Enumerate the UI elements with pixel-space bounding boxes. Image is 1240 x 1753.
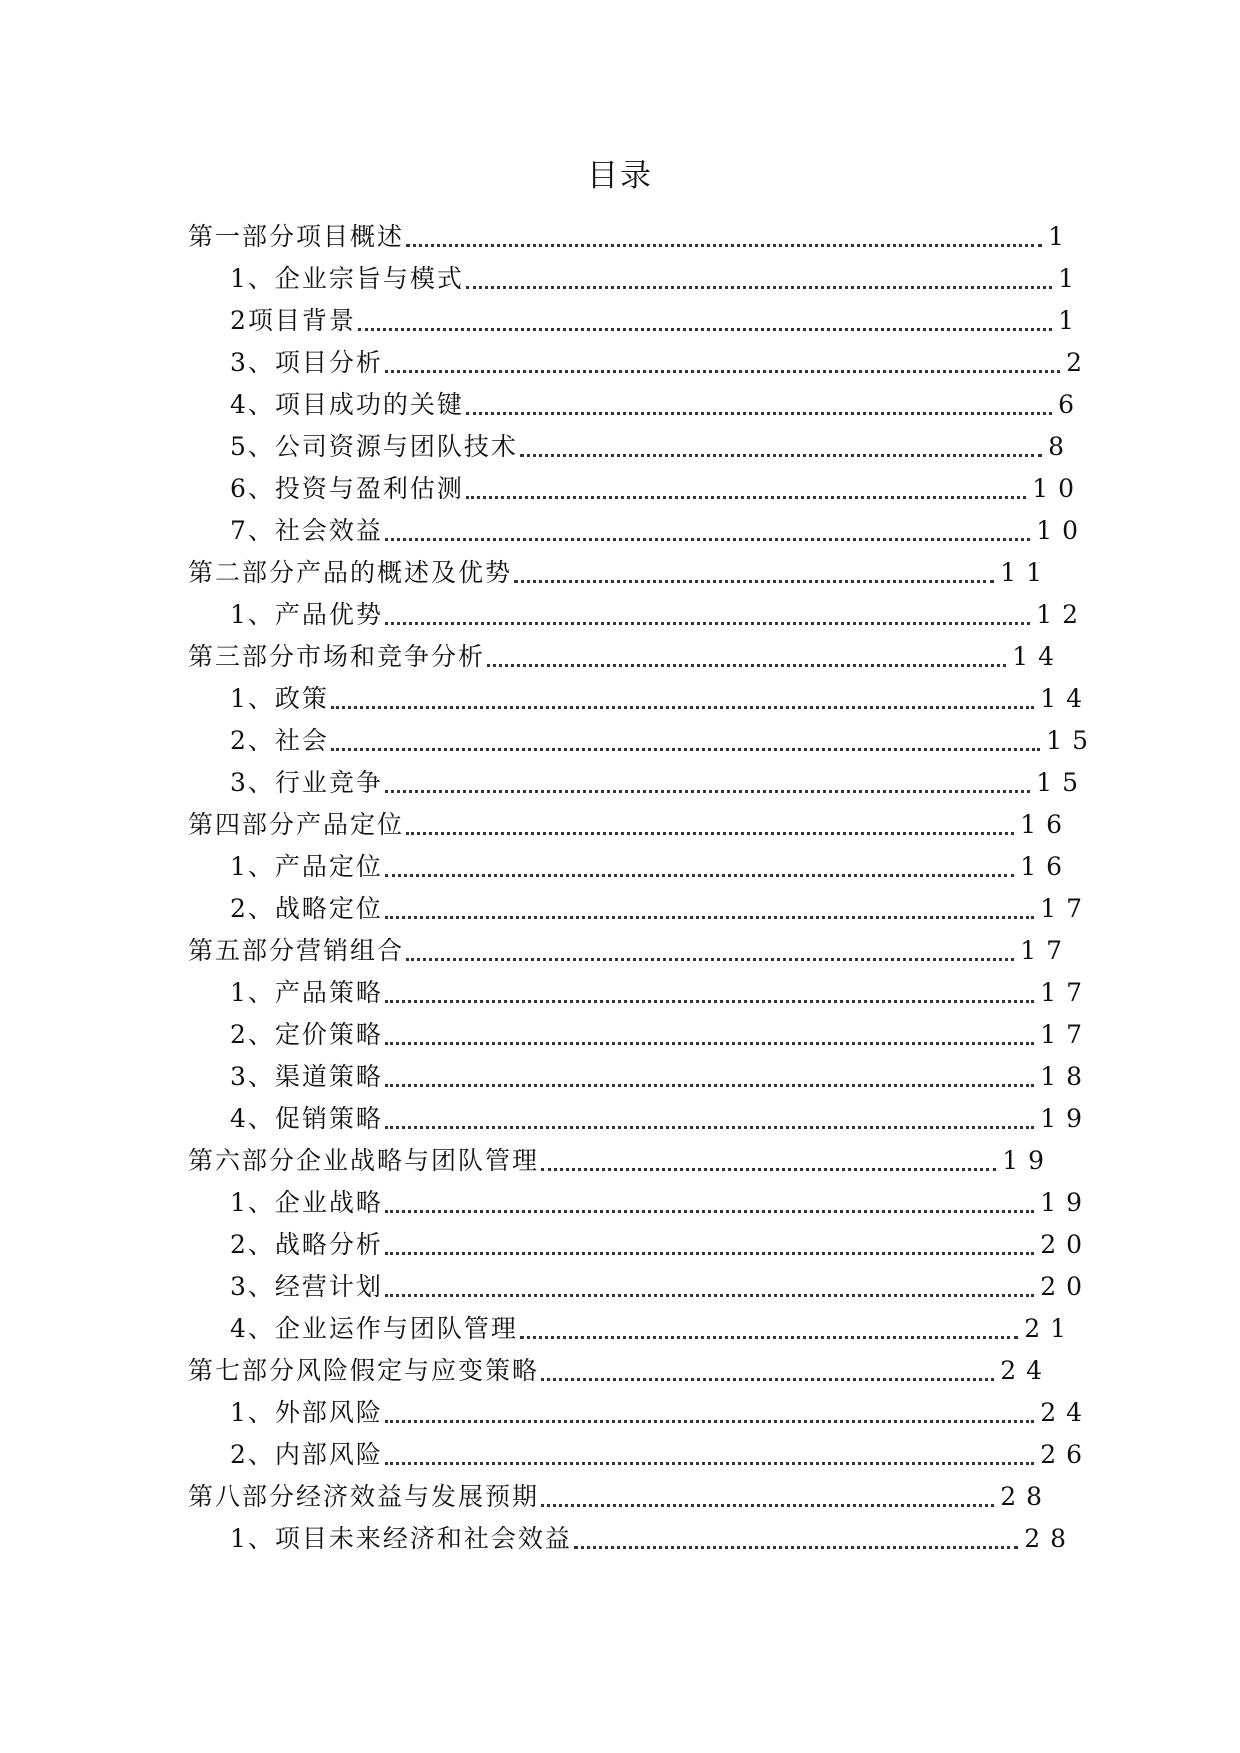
toc-entry-label: 3、经营计划 (230, 1272, 383, 1301)
toc-entry-label: 2、战略分析 (230, 1230, 383, 1259)
toc-entry[interactable] (230, 382, 1084, 422)
toc-leader-dots (574, 1512, 1018, 1549)
toc-entry-page: 14 (1012, 642, 1064, 671)
toc-leader-dots (385, 1008, 1034, 1045)
toc-entry[interactable] (230, 298, 1084, 338)
toc-leader-dots (541, 1344, 994, 1381)
toc-entry-label: 第三部分市场和竞争分析 (188, 642, 486, 671)
toc-entry-page: 12 (1036, 600, 1088, 629)
toc-entry-page: 17 (1020, 936, 1072, 965)
toc-entry-label: 7、社会效益 (230, 516, 383, 545)
toc-entry-label: 1、企业战略 (230, 1188, 383, 1217)
toc-entry[interactable] (188, 928, 1072, 968)
toc-entry-page: 19 (1040, 1188, 1092, 1217)
toc-entry[interactable] (230, 466, 1084, 506)
toc-leader-dots (385, 1386, 1034, 1423)
toc-entry[interactable] (230, 1096, 1092, 1136)
toc-leader-dots (331, 672, 1034, 709)
toc-leader-dots (406, 924, 1014, 961)
toc-leader-dots (385, 840, 1014, 877)
toc-leader-dots (385, 504, 1030, 541)
toc-entry-page: 18 (1040, 1062, 1092, 1091)
toc-entry-page: 20 (1040, 1230, 1092, 1259)
toc-entry[interactable] (230, 1054, 1092, 1094)
toc-entry-page: 16 (1020, 810, 1072, 839)
toc-entry-label: 第一部分项目概述 (188, 222, 405, 251)
toc-leader-dots (385, 966, 1034, 1003)
toc-entry-label: 2、战略定位 (230, 894, 383, 923)
toc-leader-dots (385, 1050, 1034, 1087)
toc-entry-page: 19 (1040, 1104, 1092, 1133)
toc-entry[interactable] (230, 1180, 1092, 1220)
toc-entry-label: 1、企业宗旨与模式 (230, 264, 464, 293)
toc-entry-label: 1、政策 (230, 684, 329, 713)
toc-entry-label: 1、外部风险 (230, 1398, 383, 1427)
toc-entry[interactable] (230, 1306, 1076, 1346)
toc-entry-page: 14 (1040, 684, 1092, 713)
toc-entry[interactable] (230, 718, 1098, 758)
toc-entry-label: 第五部分营销组合 (188, 936, 405, 965)
toc-entry[interactable] (230, 760, 1088, 800)
toc-entry-page: 16 (1020, 852, 1072, 881)
toc-entry-label: 1、项目未来经济和社会效益 (230, 1524, 572, 1553)
toc-entry[interactable] (230, 1390, 1092, 1430)
toc-entry[interactable] (230, 970, 1092, 1010)
toc-entry-page: 10 (1036, 516, 1088, 545)
toc-entry-page: 2 (1066, 348, 1092, 377)
toc-leader-dots (358, 294, 1052, 331)
toc-entry-label: 3、行业竞争 (230, 768, 383, 797)
toc-entry[interactable] (230, 340, 1092, 380)
toc-entry-page: 6 (1058, 390, 1084, 419)
toc-entry-page: 26 (1040, 1440, 1092, 1469)
toc-entry-label: 2、社会 (230, 726, 329, 755)
toc-entry-page: 17 (1040, 978, 1092, 1007)
toc-entry-page: 20 (1040, 1272, 1092, 1301)
toc-leader-dots (520, 1302, 1018, 1339)
toc-leader-dots (466, 462, 1026, 499)
toc-entry-page: 1 (1058, 264, 1084, 293)
toc-entry-label: 3、渠道策略 (230, 1062, 383, 1091)
toc-entry[interactable] (230, 508, 1088, 548)
toc-entry[interactable] (188, 214, 1074, 254)
toc-entry[interactable] (230, 886, 1092, 926)
toc-leader-dots (385, 1176, 1034, 1213)
toc-entry-label: 1、产品优势 (230, 600, 383, 629)
toc-entry-label: 第六部分企业战略与团队管理 (188, 1146, 540, 1175)
toc-entry[interactable] (230, 1432, 1092, 1472)
toc-entry[interactable] (230, 256, 1084, 296)
toc-entry[interactable] (188, 550, 1052, 590)
toc-leader-dots (385, 882, 1034, 919)
toc-entry-page: 24 (1040, 1398, 1092, 1427)
toc-entry-label: 5、公司资源与团队技术 (230, 432, 518, 461)
toc-entry[interactable] (188, 802, 1072, 842)
toc-leader-dots (514, 546, 994, 583)
toc-leader-dots (385, 1260, 1034, 1297)
toc-entry-label: 2、内部风险 (230, 1440, 383, 1469)
toc-entry[interactable] (230, 1222, 1092, 1262)
toc-title: 目录 (587, 158, 653, 194)
toc-entry-label: 4、项目成功的关键 (230, 390, 464, 419)
toc-leader-dots (385, 588, 1030, 625)
toc-leader-dots (385, 1218, 1034, 1255)
toc-entry-label: 第二部分产品的概述及优势 (188, 558, 513, 587)
toc-entry-page: 19 (1002, 1146, 1054, 1175)
toc-leader-dots (406, 210, 1042, 247)
toc-entry-label: 1、产品定位 (230, 852, 383, 881)
toc-leader-dots (520, 420, 1042, 457)
toc-entry-label: 第七部分风险假定与应变策略 (188, 1356, 540, 1385)
toc-entry-label: 4、企业运作与团队管理 (230, 1314, 518, 1343)
toc-entry[interactable] (188, 634, 1064, 674)
toc-entry[interactable] (188, 1138, 1054, 1178)
toc-entry-page: 15 (1036, 768, 1088, 797)
toc-entry-page: 24 (1000, 1356, 1052, 1385)
toc-leader-dots (406, 798, 1014, 835)
toc-leader-dots (541, 1134, 996, 1171)
toc-entry[interactable] (188, 1348, 1052, 1388)
toc-leader-dots (487, 630, 1006, 667)
toc-leader-dots (385, 1428, 1034, 1465)
toc-entry-label: 1、产品策略 (230, 978, 383, 1007)
toc-entry-page: 28 (1000, 1482, 1052, 1511)
toc-entry-page: 11 (1000, 558, 1052, 587)
toc-leader-dots (385, 336, 1060, 373)
toc-entry-page: 28 (1024, 1524, 1076, 1553)
toc-leader-dots (541, 1470, 994, 1507)
toc-entry[interactable] (230, 424, 1074, 464)
toc-entry-label: 2项目背景 (230, 306, 356, 335)
toc-entry[interactable] (230, 592, 1088, 632)
toc-entry-page: 15 (1046, 726, 1098, 755)
toc-entry-page: 8 (1048, 432, 1074, 461)
toc-entry[interactable] (230, 1516, 1076, 1556)
toc-entry[interactable] (230, 1012, 1092, 1052)
toc-leader-dots (385, 756, 1030, 793)
toc-entry-label: 2、定价策略 (230, 1020, 383, 1049)
toc-leader-dots (466, 252, 1052, 289)
toc-entry-page: 1 (1058, 306, 1084, 335)
toc-entry-label: 4、促销策略 (230, 1104, 383, 1133)
toc-entry-page: 17 (1040, 1020, 1092, 1049)
toc-entry[interactable] (230, 1264, 1092, 1304)
toc-entry-page: 17 (1040, 894, 1092, 923)
toc-entry-label: 第四部分产品定位 (188, 810, 405, 839)
toc-entry[interactable] (230, 676, 1092, 716)
toc-leader-dots (385, 1092, 1034, 1129)
toc-leader-dots (466, 378, 1052, 415)
toc-entry-label: 3、项目分析 (230, 348, 383, 377)
toc-entry-label: 6、投资与盈利估测 (230, 474, 464, 503)
toc-entry[interactable] (188, 1474, 1052, 1514)
toc-entry-page: 1 (1048, 222, 1074, 251)
toc-entry-page: 21 (1024, 1314, 1076, 1343)
toc-entry-label: 第八部分经济效益与发展预期 (188, 1482, 540, 1511)
toc-leader-dots (331, 714, 1040, 751)
toc-entry-page: 10 (1032, 474, 1084, 503)
toc-entry[interactable] (230, 844, 1072, 884)
